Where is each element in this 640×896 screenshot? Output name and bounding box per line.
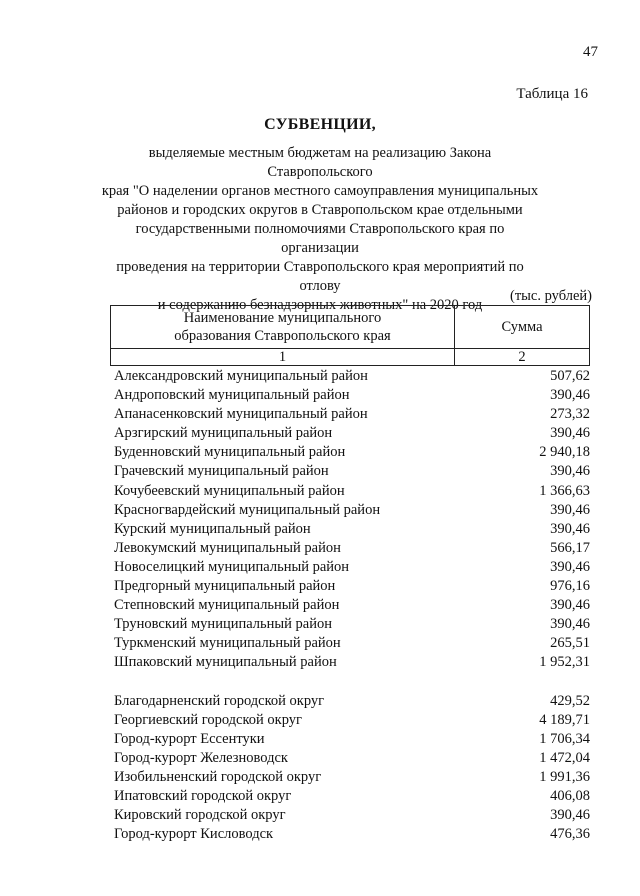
row-name: Курский муниципальный район xyxy=(114,520,311,537)
table-row xyxy=(114,749,590,768)
section-gap xyxy=(114,673,590,692)
row-sum: 2 940,18 xyxy=(539,444,590,461)
row-sum: 976,16 xyxy=(550,578,590,595)
row-name: Левокумский муниципальный район xyxy=(114,539,341,556)
row-sum: 390,46 xyxy=(550,597,590,614)
page-number: 47 xyxy=(583,44,598,60)
header-name-line: образования Ставропольского края xyxy=(174,328,391,344)
row-name: Новоселицкий муниципальный район xyxy=(114,558,350,575)
subtitle-line: и содержанию безнадзорных животных" на 2020 год xyxy=(157,297,483,313)
table-row xyxy=(114,501,590,520)
row-name: Андроповский муниципальный район xyxy=(114,387,350,404)
table-row xyxy=(114,405,590,424)
row-name: Город-курорт Железноводск xyxy=(114,749,288,766)
table-row xyxy=(114,711,590,730)
table-row xyxy=(114,634,590,653)
row-name: Город-курорт Ессентуки xyxy=(114,730,265,747)
row-name: Шпаковский муниципальный район xyxy=(114,654,337,671)
row-sum: 390,46 xyxy=(550,558,590,575)
header-name-cell xyxy=(111,306,455,349)
row-sum: 390,46 xyxy=(550,807,590,824)
row-name: Кировский городской округ xyxy=(114,807,286,824)
subtitle-line: проведения на территории Ставропольского края мероприятий по отлову xyxy=(116,259,524,294)
subtitle-line: районов и городских округов в Ставропольском крае отдельными xyxy=(117,202,523,218)
row-sum: 1 706,34 xyxy=(539,730,590,747)
header-sum-cell: Сумма xyxy=(455,306,590,349)
row-sum: 273,32 xyxy=(550,406,590,423)
table-row xyxy=(114,768,590,787)
table-row xyxy=(114,653,590,672)
subtitle-line: выделяемые местным бюджетам на реализацию Закона Ставропольского xyxy=(148,145,492,180)
table-row xyxy=(114,787,590,806)
districts-list xyxy=(114,367,590,673)
header-col-number: 2 xyxy=(455,349,590,366)
row-sum: 1 366,63 xyxy=(539,482,590,499)
header-col-number: 1 xyxy=(111,349,455,366)
row-name: Предгорный муниципальный район xyxy=(114,578,336,595)
table-row xyxy=(114,577,590,596)
row-sum: 390,46 xyxy=(550,463,590,480)
table-row xyxy=(114,367,590,386)
row-name: Кочубеевский муниципальный район xyxy=(114,482,345,499)
header-name-line: Наименование муниципального xyxy=(183,310,382,326)
row-name: Ипатовский городской округ xyxy=(114,787,292,804)
table-row xyxy=(114,386,590,405)
row-name: Арзгирский муниципальный район xyxy=(114,425,333,442)
row-sum: 1 952,31 xyxy=(539,654,590,671)
row-name: Степновский муниципальный район xyxy=(114,597,340,614)
row-name: Георгиевский городской округ xyxy=(114,711,302,728)
row-sum: 390,46 xyxy=(550,387,590,404)
table-row xyxy=(114,825,590,844)
row-sum: 390,46 xyxy=(550,425,590,442)
row-sum: 1 472,04 xyxy=(539,749,590,766)
table-row xyxy=(114,482,590,501)
table-row xyxy=(114,539,590,558)
row-sum: 429,52 xyxy=(550,692,590,709)
subtitle-line: края "О наделении органов местного самоуправления муниципальных xyxy=(101,183,539,199)
table-row xyxy=(114,558,590,577)
subtitle-line: государственными полномочиями Ставропольского края по организации xyxy=(135,221,505,256)
document-subtitle xyxy=(100,144,540,315)
row-sum: 390,46 xyxy=(550,520,590,537)
row-name: Труновский муниципальный район xyxy=(114,616,332,633)
row-sum: 390,46 xyxy=(550,501,590,518)
row-sum: 390,46 xyxy=(550,616,590,633)
table-body xyxy=(114,367,590,844)
row-name: Апанасенковский муниципальный район xyxy=(114,406,368,423)
row-name: Красногвардейский муниципальный район xyxy=(114,501,381,518)
okrugs-list xyxy=(114,692,590,845)
table-row xyxy=(114,806,590,825)
row-sum: 1 991,36 xyxy=(539,768,590,785)
table-row xyxy=(114,596,590,615)
table-label: Таблица 16 xyxy=(516,86,588,102)
table-row xyxy=(114,615,590,634)
units-label: (тыс. рублей) xyxy=(510,288,592,304)
row-sum: 476,36 xyxy=(550,826,590,843)
row-sum: 507,62 xyxy=(550,368,590,384)
row-name: Александровский муниципальный район xyxy=(114,368,368,384)
table-row xyxy=(114,692,590,711)
row-name: Благодарненский городской округ xyxy=(114,692,325,709)
table-row xyxy=(114,443,590,462)
row-sum: 4 189,71 xyxy=(539,711,590,728)
row-name: Туркменский муниципальный район xyxy=(114,635,341,652)
table-row xyxy=(114,520,590,539)
table-row xyxy=(114,424,590,443)
table-row xyxy=(114,462,590,481)
table-header xyxy=(110,305,590,366)
row-name: Изобильненский городской округ xyxy=(114,768,322,785)
document-title: СУБВЕНЦИИ, xyxy=(264,116,376,133)
row-sum: 406,08 xyxy=(550,787,590,804)
row-sum: 265,51 xyxy=(550,635,590,652)
table-row xyxy=(114,730,590,749)
row-name: Грачевский муниципальный район xyxy=(114,463,329,480)
row-name: Город-курорт Кисловодск xyxy=(114,826,274,843)
row-name: Буденновский муниципальный район xyxy=(114,444,346,461)
row-sum: 566,17 xyxy=(550,539,590,556)
